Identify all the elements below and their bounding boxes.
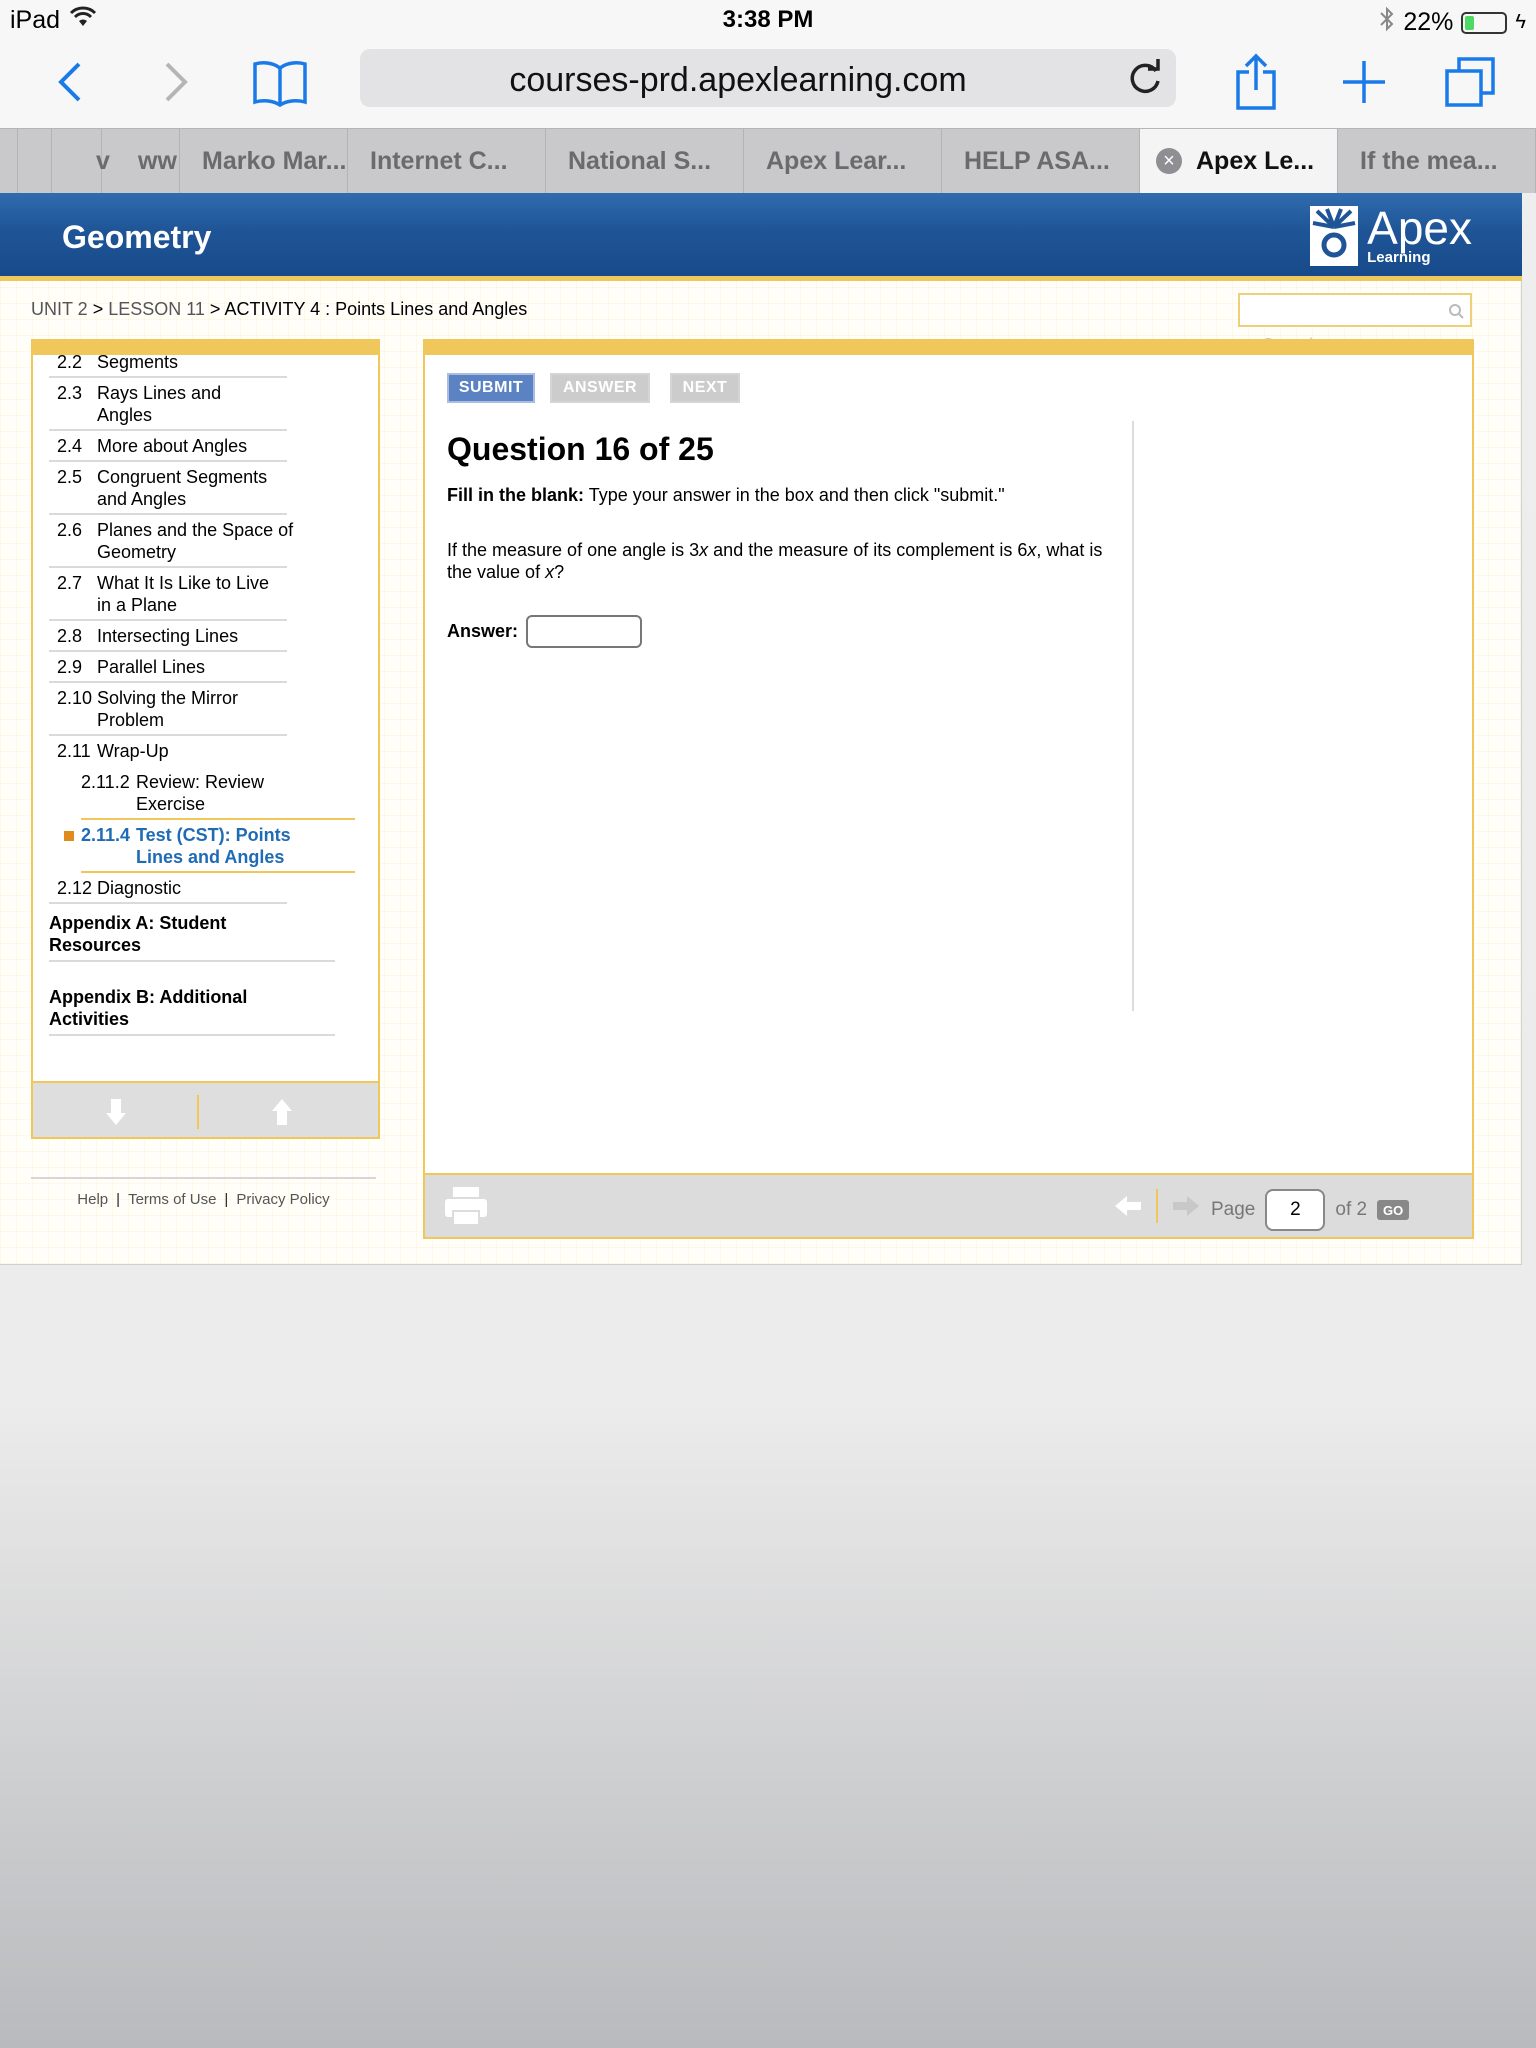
status-bar (0, 0, 1536, 40)
browser-tab[interactable] (1338, 129, 1536, 193)
next-button[interactable]: NEXT (670, 373, 740, 403)
tab-title: If the mea... (1360, 146, 1498, 175)
sidebar-item-rays-lines-angles[interactable]: 2.3 Rays Lines and Angles (33, 378, 378, 431)
browser-tab[interactable] (744, 129, 942, 193)
page-label: Page (1211, 1199, 1256, 1220)
tabs-overview-icon[interactable] (1438, 50, 1502, 114)
tab-title: Apex Lear... (766, 146, 907, 175)
sidebar-item-planes[interactable]: 2.6 Planes and the Space of Geometry (33, 515, 378, 568)
new-tab-icon[interactable] (1332, 50, 1396, 114)
browser-tab[interactable] (102, 129, 180, 193)
current-item-marker (64, 831, 74, 841)
pagination (1211, 1189, 1409, 1231)
course-banner (0, 193, 1522, 281)
share-icon[interactable] (1224, 50, 1288, 114)
help-link[interactable]: Help (77, 1191, 109, 1208)
address-bar[interactable] (360, 49, 1176, 107)
answer-row (447, 615, 642, 648)
status-time: 3:38 PM (722, 6, 814, 33)
browser-tab[interactable] (18, 129, 52, 193)
sidebar-item-more-about-angles[interactable]: 2.4 More about Angles (33, 431, 378, 462)
prev-page-arrow-icon[interactable] (1113, 1195, 1143, 1217)
course-title: Geometry (62, 219, 212, 255)
scroll-down-arrow-icon[interactable] (105, 1097, 127, 1127)
sidebar-item-review-exercise[interactable]: 2.11.2 Review: Review Exercise (33, 767, 378, 820)
browser-tab[interactable] (348, 129, 546, 193)
terms-link[interactable]: Terms of Use (128, 1191, 217, 1208)
browser-tab[interactable] (52, 129, 110, 193)
search-input[interactable] (1238, 293, 1472, 327)
column-divider (1132, 421, 1134, 1011)
forward-icon[interactable] (144, 50, 208, 114)
bluetooth-icon (1379, 6, 1395, 39)
sidebar-item-intersecting-lines[interactable]: 2.8 Intersecting Lines (33, 621, 378, 652)
apex-logo-icon (1309, 205, 1359, 267)
logo-title: Apex (1367, 201, 1472, 254)
device-name: iPad (10, 6, 61, 34)
apex-logo (1309, 201, 1472, 267)
breadcrumb-activity: ACTIVITY 4 : Points Lines and Angles (224, 299, 528, 319)
tab-title: Apex Le... (1196, 146, 1315, 175)
answer-label: Answer: (447, 621, 519, 641)
question-text: If the measure of one angle is 3x and the measure of its complement is 6x, what is the value of x? (447, 540, 1103, 582)
browser-tab[interactable] (942, 129, 1140, 193)
pager-divider (1156, 1189, 1158, 1223)
sidebar-item-wrap-up[interactable]: 2.11 Wrap-Up (57, 741, 169, 761)
breadcrumb-unit[interactable]: UNIT 2 (31, 299, 88, 319)
browser-tab[interactable] (546, 129, 744, 193)
answer-button[interactable]: ANSWER (550, 373, 650, 403)
lesson-sidebar (31, 339, 380, 1139)
bookmarks-icon[interactable] (248, 50, 312, 114)
answer-field[interactable] (526, 615, 642, 648)
page-total: of 2 (1335, 1199, 1368, 1220)
sidebar-item-live-in-plane[interactable]: 2.7 What It Is Like to Live in a Plane (33, 568, 378, 621)
content-footer (425, 1173, 1472, 1237)
go-button[interactable]: GO (1377, 1200, 1409, 1220)
sidebar-item-congruent[interactable]: 2.5 Congruent Segments and Angles (33, 462, 378, 515)
sidebar-item-mirror-problem[interactable]: 2.10 Solving the Mirror Problem (33, 683, 378, 736)
tab-title: ww (138, 146, 177, 175)
question-title: Question 16 of 25 (447, 431, 714, 467)
question-instruction: Fill in the blank: Type your answer in the box and then click "submit." (447, 485, 1005, 505)
close-tab-icon[interactable]: × (1156, 148, 1182, 174)
browser-tab-active[interactable] (1140, 129, 1338, 193)
tab-title: HELP ASA... (964, 146, 1110, 175)
sidebar-scroll-controls (33, 1081, 378, 1137)
tab-title: National S... (568, 146, 712, 175)
browser-tab-strip (0, 128, 1536, 193)
sidebar-item-test-cst[interactable]: 2.11.4 Test (CST): Points Lines and Angles (33, 820, 378, 873)
print-icon[interactable] (443, 1185, 489, 1227)
sidebar-item-appendix-a[interactable]: Appendix A: Student Resources (33, 904, 378, 962)
lesson-nav-list (33, 347, 378, 1036)
search-icon[interactable] (1448, 303, 1464, 319)
browser-tab[interactable] (180, 129, 348, 193)
web-page (0, 193, 1522, 1265)
charging-icon: ϟ (1515, 11, 1526, 33)
battery-percent: 22% (1403, 8, 1454, 36)
tab-title: v (96, 146, 110, 175)
breadcrumb-lesson[interactable]: LESSON 11 (108, 299, 205, 319)
page-number-input[interactable] (1265, 1189, 1325, 1231)
footer-links: Help | Terms of Use | Privacy Policy (31, 1177, 376, 1208)
privacy-link[interactable]: Privacy Policy (236, 1191, 330, 1208)
url-text: courses-prd.apexlearning.com (509, 61, 967, 99)
next-page-arrow-icon[interactable] (1171, 1195, 1201, 1217)
scroll-up-arrow-icon[interactable] (271, 1097, 293, 1127)
question-panel (423, 339, 1474, 1239)
browser-toolbar (0, 40, 1536, 128)
submit-button[interactable]: SUBMIT (447, 373, 535, 403)
breadcrumb: UNIT 2 > LESSON 11 > ACTIVITY 4 : Points Lines and Angles (31, 299, 528, 319)
tab-title: Internet C... (370, 146, 508, 175)
sidebar-item-diagnostic[interactable]: 2.12 Diagnostic (33, 873, 378, 904)
battery-icon (1461, 12, 1507, 34)
sidebar-item-parallel-lines[interactable]: 2.9 Parallel Lines (33, 652, 378, 683)
sidebar-item-segments[interactable]: 2.2 Segments (33, 347, 378, 378)
back-icon[interactable] (38, 50, 102, 114)
logo-subtitle: Learning (1367, 248, 1431, 266)
reload-icon[interactable] (1126, 59, 1164, 97)
tab-title: Marko Mar... (202, 146, 347, 175)
sidebar-item-appendix-b[interactable]: Appendix B: Additional Activities (33, 962, 378, 1036)
browser-tab[interactable] (0, 129, 18, 193)
